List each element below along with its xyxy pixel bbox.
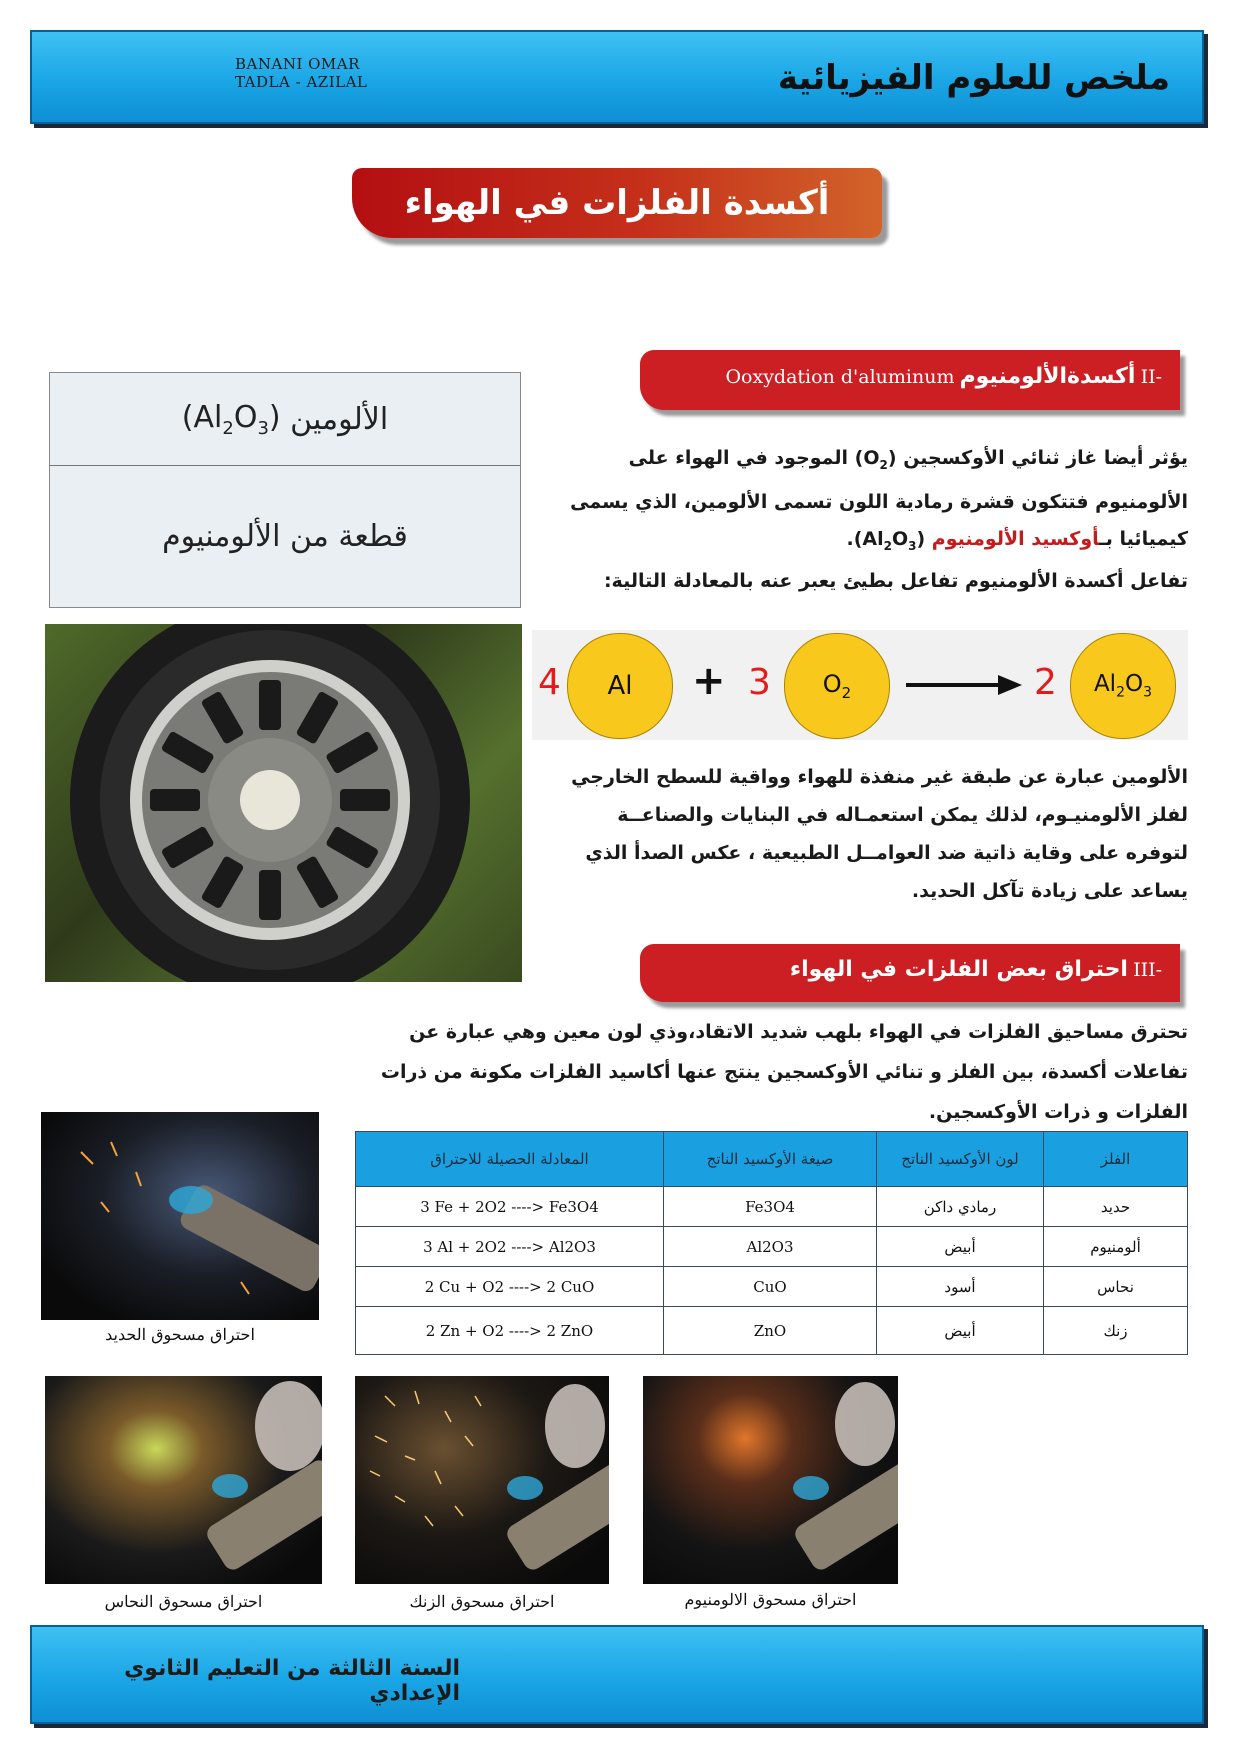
cell-equation: 3 Fe + 2O2 ----> Fe3O4 bbox=[356, 1187, 664, 1227]
cell-metal: حديد bbox=[1044, 1187, 1188, 1227]
table-row bbox=[356, 1187, 1188, 1227]
caption-zinc: احتراق مسحوق الزنك bbox=[409, 1592, 555, 1611]
product-al2o3-label: $Al_2O_3$ bbox=[1093, 671, 1153, 701]
reactant-o2-label: $O_2$ bbox=[822, 670, 852, 702]
footer-text: السنة الثالثة من التعليم الثانوي الإعدادي bbox=[124, 1656, 460, 1706]
aluminum-combustion-photo bbox=[643, 1376, 898, 1584]
section2-title-ar: أكسدةالألومنيوم bbox=[959, 364, 1136, 389]
section3-number: III- bbox=[1133, 959, 1162, 981]
legend-alumina-formula: $(Al_2O_3)$ bbox=[181, 399, 281, 439]
cell-formula: ZnO bbox=[664, 1307, 877, 1355]
caption-copper: احتراق مسحوق النحاس bbox=[104, 1592, 263, 1611]
author-block bbox=[235, 55, 367, 91]
cell-color: أبيض bbox=[877, 1227, 1044, 1267]
cell-formula: CuO bbox=[664, 1267, 877, 1307]
legend-row-aluminum: قطعة من الألومنيوم bbox=[162, 518, 408, 554]
section2-title-fr: Ooxydation d'aluminum bbox=[725, 366, 955, 388]
table-row bbox=[356, 1267, 1188, 1307]
reaction-arrow bbox=[904, 670, 1024, 700]
legend-box bbox=[49, 372, 521, 608]
coef-al: 4 bbox=[538, 662, 561, 703]
author-name: BANANI OMAR bbox=[235, 55, 360, 73]
table-row bbox=[356, 1227, 1188, 1267]
cell-color: أسود bbox=[877, 1267, 1044, 1307]
reactant-al-circle bbox=[567, 633, 673, 739]
page-title: أكسدة الفلزات في الهواء bbox=[404, 183, 830, 223]
alumina-chemical-name: أوكسيد الألومنيوم bbox=[931, 527, 1100, 550]
caption-iron: احتراق مسحوق الحديد bbox=[105, 1325, 255, 1344]
section2-paragraph-1: يؤثر أيضا غاز ثنائي الأوكسجين $(O_2)$ الموجود في الهواء على الألومنيوم فتتكون قشرة رمادية اللون تسمى الألومين، الذي يسمى كيميائيا بـأوكسيد الألومنيوم $(Al_2O_3)$. bbox=[570, 447, 1188, 553]
zinc-combustion-photo bbox=[355, 1376, 609, 1584]
cell-metal: ألومنيوم bbox=[1044, 1227, 1188, 1267]
header-oxide-formula: صيغة الأوكسيد الناتج bbox=[664, 1132, 877, 1187]
section2-paragraph-3: الألومين عبارة عن طبقة غير منفذة للهواء وواقية للسطح الخارجي لفلز الألومنيـوم، لذلك يمكن استعمـاله في البنايات والصناعــة لتوفره على وقاية ذاتية ضد العوامــل الطبيعية ، عكس الصدأ الذي يساعد على زيادة تآكل الحديد. bbox=[571, 766, 1188, 902]
oxides-table-wrap bbox=[355, 1131, 1188, 1355]
header-oxide-color: لون الأوكسيد الناتج bbox=[877, 1132, 1044, 1187]
legend-row-alumina bbox=[50, 373, 520, 466]
reactant-o2-circle bbox=[784, 633, 890, 739]
section2-number: II- bbox=[1140, 366, 1162, 388]
caption-aluminum: احتراق مسحوق الالومنيوم bbox=[684, 1590, 857, 1609]
copper-combustion-photo bbox=[45, 1376, 322, 1584]
cell-metal: نحاس bbox=[1044, 1267, 1188, 1307]
reactant-al-label: Al bbox=[607, 671, 633, 701]
header-title: ملخص للعلوم الفيزيائية bbox=[777, 58, 1170, 98]
plus-sign: + bbox=[692, 658, 726, 704]
equation-panel bbox=[532, 630, 1188, 740]
aluminum-wheel-photo bbox=[45, 624, 522, 982]
cell-equation: 2 Cu + O2 ----> 2 CuO bbox=[356, 1267, 664, 1307]
section2-paragraph-2: تفاعل أكسدة الألومنيوم تفاعل بطيئ يعبر عنه بالمعادلة التالية: bbox=[603, 570, 1188, 592]
coef-o2: 3 bbox=[748, 662, 771, 703]
table-row bbox=[356, 1307, 1188, 1355]
section3-bar bbox=[640, 944, 1180, 1002]
section2-bar bbox=[640, 350, 1180, 410]
cell-formula: Fe3O4 bbox=[664, 1187, 877, 1227]
cell-equation: 3 Al + 2O2 ----> Al2O3 bbox=[356, 1227, 664, 1267]
author-location: TADLA - AZILAL bbox=[235, 73, 368, 91]
product-al2o3-circle bbox=[1070, 633, 1176, 739]
coef-al2o3: 2 bbox=[1034, 662, 1057, 703]
cell-color: أبيض bbox=[877, 1307, 1044, 1355]
section3-title: احتراق بعض الفلزات في الهواء bbox=[789, 957, 1128, 982]
page-title-box bbox=[352, 168, 882, 238]
section3-paragraph: تحترق مساحيق الفلزات في الهواء بلهب شديد الاتقاد،وذي لون معين وهي عبارة عن تفاعلات أكسدة، بين الفلز و تنائي الأوكسجين ينتج عنها أكاسيد الفلزات مكونة من ذرات الفلزات و ذرات الأوكسجين. bbox=[380, 1021, 1188, 1123]
iron-combustion-photo bbox=[41, 1112, 319, 1320]
cell-formula: Al2O3 bbox=[664, 1227, 877, 1267]
cell-metal: زنك bbox=[1044, 1307, 1188, 1355]
header-equation: المعادلة الحصيلة للاحتراق bbox=[356, 1132, 664, 1187]
cell-color: رمادي داكن bbox=[877, 1187, 1044, 1227]
legend-alumina-label: الألومين bbox=[290, 401, 389, 437]
header-metal: الفلز bbox=[1044, 1132, 1188, 1187]
oxides-table bbox=[355, 1131, 1188, 1355]
cell-equation: 2 Zn + O2 ----> 2 ZnO bbox=[356, 1307, 664, 1355]
